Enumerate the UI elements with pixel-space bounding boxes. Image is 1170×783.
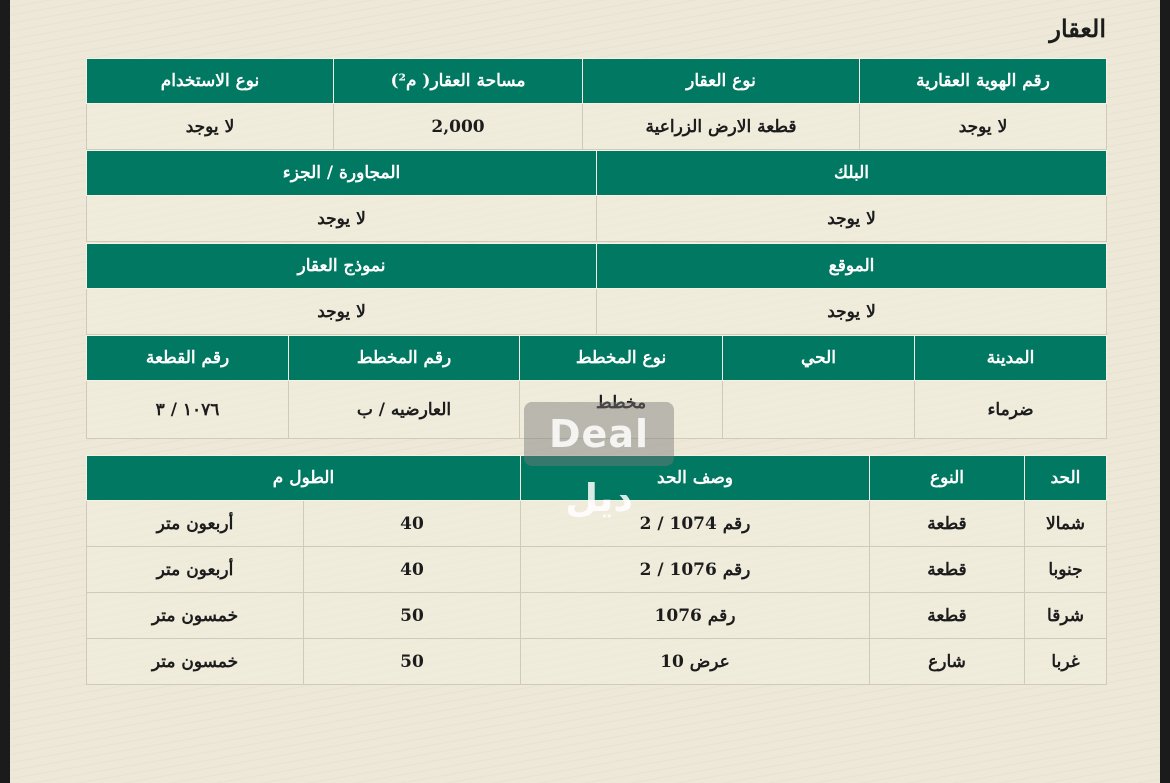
value-cell: العارضيه / ب — [289, 381, 520, 439]
page-title: العقار — [1049, 14, 1106, 43]
length-cell: 40 — [304, 501, 521, 547]
header-cell: نموذج العقار — [87, 244, 597, 289]
table-row — [87, 593, 1107, 639]
side-cell: جنوبا — [1025, 547, 1107, 593]
table-row — [87, 104, 1107, 150]
header-cell: رقم القطعة — [87, 336, 289, 381]
desc-cell: رقم 1074 / 2 — [521, 501, 870, 547]
header-cell: الحي — [723, 336, 915, 381]
header-cell: الموقع — [597, 244, 1107, 289]
header-cell: وصف الحد — [521, 456, 870, 501]
length-cell: 40 — [304, 547, 521, 593]
table-header-row — [87, 336, 1107, 381]
header-cell: نوع الاستخدام — [87, 59, 334, 104]
value-cell: ضرماء — [915, 381, 1107, 439]
header-cell: الحد — [1025, 456, 1107, 501]
location-table — [86, 243, 1107, 335]
value-cell: لا يوجد — [597, 289, 1107, 335]
table-header-row — [87, 151, 1107, 196]
side-cell: غربا — [1025, 639, 1107, 685]
header-cell: المدينة — [915, 336, 1107, 381]
length-text-cell: أربعون متر — [87, 547, 304, 593]
property-info-table — [86, 58, 1107, 150]
table-row — [87, 196, 1107, 242]
block-table — [86, 150, 1107, 242]
value-cell: مخطط — [520, 381, 723, 439]
desc-cell: عرض 10 — [521, 639, 870, 685]
length-text-cell: خمسون متر — [87, 639, 304, 685]
type-cell: قطعة — [870, 501, 1025, 547]
header-cell: مساحة العقار( م²) — [334, 59, 583, 104]
value-cell: قطعة الارض الزراعية — [583, 104, 860, 150]
length-cell: 50 — [304, 593, 521, 639]
value-cell — [723, 381, 915, 439]
type-cell: قطعة — [870, 547, 1025, 593]
header-cell: رقم الهوية العقارية — [860, 59, 1107, 104]
desc-cell: رقم 1076 / 2 — [521, 547, 870, 593]
length-cell: 50 — [304, 639, 521, 685]
table-row — [87, 547, 1107, 593]
side-cell: شمالا — [1025, 501, 1107, 547]
desc-cell: رقم 1076 — [521, 593, 870, 639]
header-cell: النوع — [870, 456, 1025, 501]
header-cell: نوع المخطط — [520, 336, 723, 381]
header-cell: نوع العقار — [583, 59, 860, 104]
header-cell: المجاورة / الجزء — [87, 151, 597, 196]
length-text-cell: أربعون متر — [87, 501, 304, 547]
left-dark-border — [0, 0, 10, 783]
header-cell: البلك — [597, 151, 1107, 196]
value-cell: لا يوجد — [87, 104, 334, 150]
value-cell: لا يوجد — [597, 196, 1107, 242]
side-cell: شرقا — [1025, 593, 1107, 639]
table-row — [87, 639, 1107, 685]
type-cell: شارع — [870, 639, 1025, 685]
header-cell: الطول م — [87, 456, 521, 501]
table-header-row — [87, 244, 1107, 289]
value-cell: لا يوجد — [87, 289, 597, 335]
value-cell: 2,000 — [334, 104, 583, 150]
table-header-row — [87, 59, 1107, 104]
right-dark-border — [1160, 0, 1170, 783]
length-text-cell: خمسون متر — [87, 593, 304, 639]
header-cell: رقم المخطط — [289, 336, 520, 381]
value-cell: لا يوجد — [87, 196, 597, 242]
table-row — [87, 289, 1107, 335]
value-cell: ١٠٧٦ / ٣ — [87, 381, 289, 439]
type-cell: قطعة — [870, 593, 1025, 639]
deal-watermark-logo: Deal ديل — [524, 402, 674, 466]
value-cell: لا يوجد — [860, 104, 1107, 150]
